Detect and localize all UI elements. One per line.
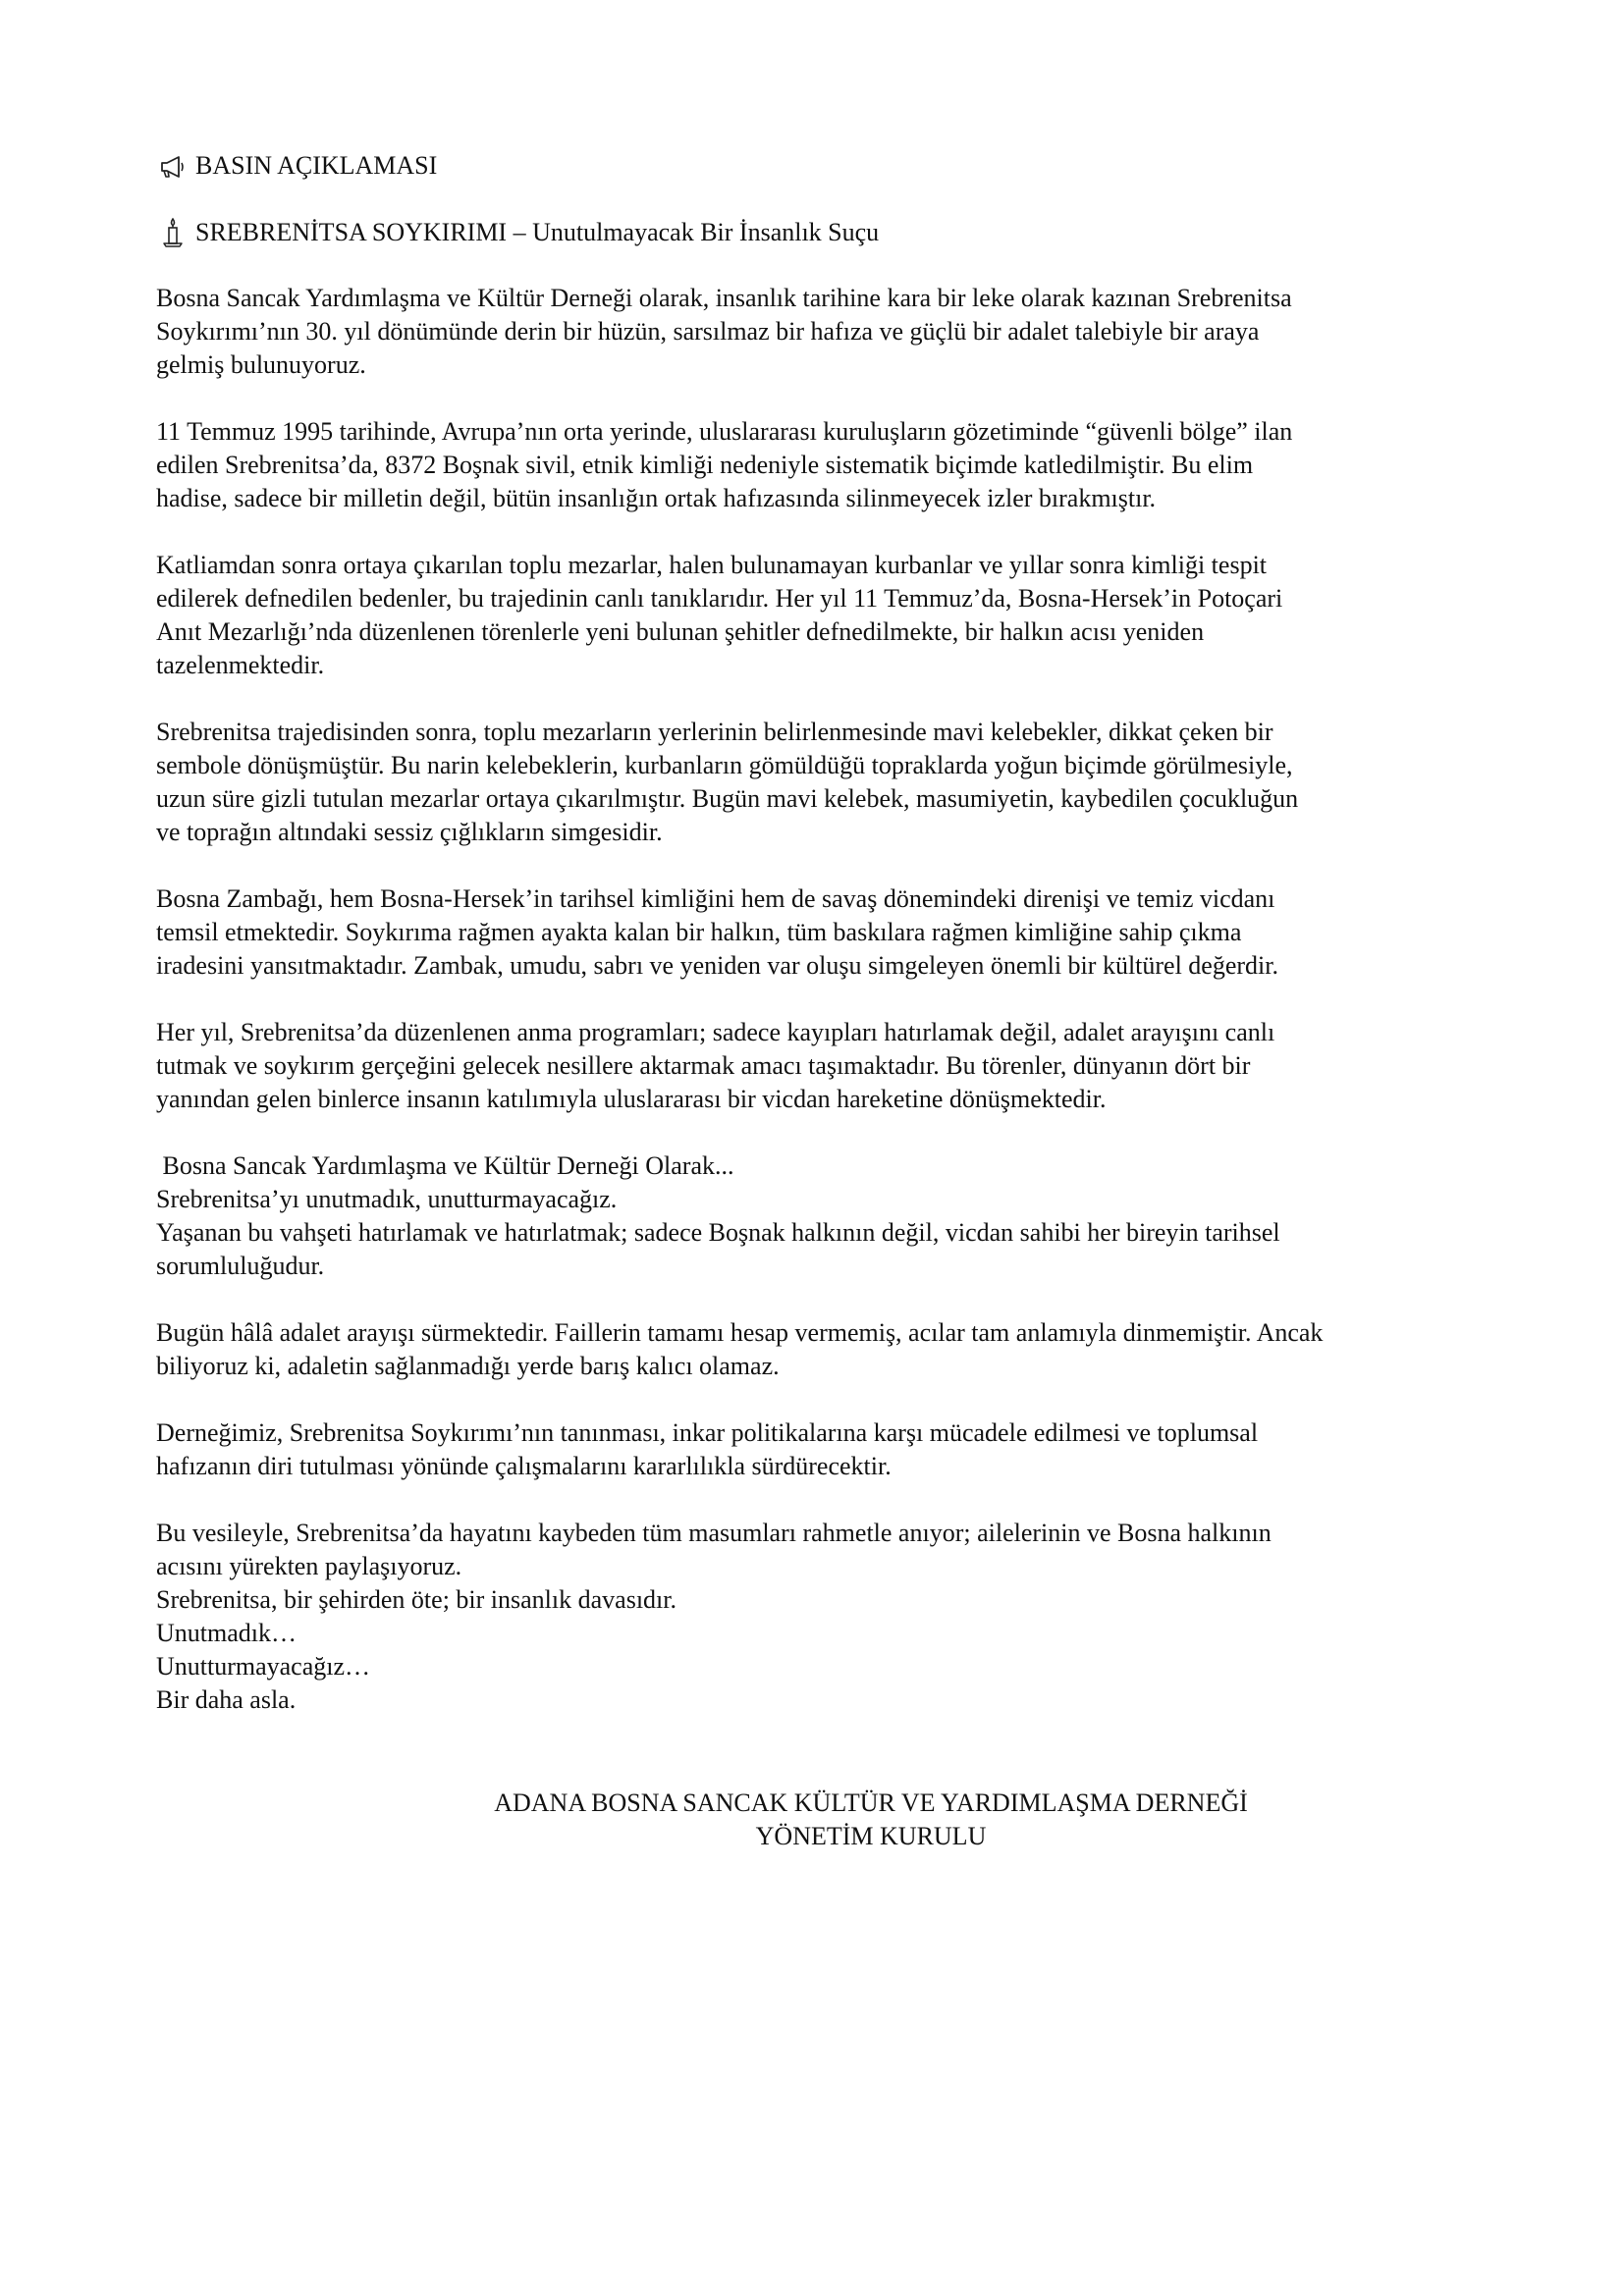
paragraph-line: 11 Temmuz 1995 tarihinde, Avrupa’nın orta yerinde, uluslararası kuruluşların gözetiminde “güvenli bölge” ilan: [156, 417, 1293, 446]
paragraph-line: hafızanın diri tutulması yönünde çalışmalarını kararlılıkla sürdürecektir.: [156, 1452, 892, 1480]
paragraph-line: Her yıl, Srebrenitsa’da düzenlenen anma programları; sadece kayıpları hatırlamak değil, adalet arayışını canlı: [156, 1018, 1275, 1046]
paragraph-line: Derneğimiz, Srebrenitsa Soykırımı’nın tanınması, inkar politikalarına karşı mücadele edilmesi ve toplumsal: [156, 1418, 1259, 1447]
paragraph-massacre: [156, 415, 1482, 515]
paragraph-line: Bosna Sancak Yardımlaşma ve Kültür Derneği olarak, insanlık tarihine kara bir leke olarak kazınan Srebrenitsa: [156, 284, 1292, 312]
paragraph-justice: [156, 1316, 1482, 1383]
paragraph-line: Unutmadık…: [156, 1619, 297, 1647]
paragraph-line: Bosna Zambağı, hem Bosna-Hersek’in tarihsel kimliğini hem de savaş dönemindeki direnişi ve temiz vicdanı: [156, 884, 1275, 913]
paragraph-line: Srebrenitsa, bir şehirden öte; bir insanlık davasıdır.: [156, 1585, 677, 1614]
megaphone-icon: [156, 149, 189, 183]
paragraph-line: edilen Srebrenitsa’da, 8372 Boşnak sivil, etnik kimliği nedeniyle sistematik biçimde katledilmiştir. Bu elim: [156, 451, 1254, 479]
press-release-heading: [156, 149, 1482, 183]
paragraph-intro: [156, 282, 1482, 382]
paragraph-bosnian-lily: [156, 882, 1482, 983]
paragraph-line: sorumluluğudur.: [156, 1252, 325, 1280]
paragraph-line: biliyoruz ki, adaletin sağlanmadığı yerde barış kalıcı olamaz.: [156, 1352, 780, 1380]
title-text: SREBRENİTSA SOYKIRIMI – Unutulmayacak Bir İnsanlık Suçu: [195, 218, 880, 246]
paragraph-line: Bu vesileyle, Srebrenitsa’da hayatını kaybeden tüm masumları rahmetle anıyor; ailelerinin ve Bosna halkının: [156, 1519, 1272, 1547]
candle-icon: [156, 216, 189, 249]
signature-board: YÖNETİM KURULU: [755, 1822, 987, 1850]
paragraph-line: Bosna Sancak Yardımlaşma ve Kültür Derneği Olarak...: [156, 1151, 734, 1180]
paragraph-commitment: [156, 1416, 1482, 1483]
paragraph-line: tutmak ve soykırım gerçeğini gelecek nesillere aktarmak amacı taşımaktadır. Bu törenler, dünyanın dört bir: [156, 1051, 1251, 1080]
signature-block: [156, 1787, 1586, 1853]
paragraph-mass-graves: [156, 549, 1482, 682]
press-release-body: [156, 149, 1482, 1750]
document-title: [156, 216, 1482, 249]
paragraph-line: temsil etmektedir. Soykırıma rağmen ayakta kalan bir halkın, tüm baskılara rağmen kimliğine sahip çıkma: [156, 918, 1242, 946]
paragraph-line: hadise, sadece bir milletin değil, bütün insanlığın ortak hafızasında silinmeyecek izler bırakmıştır.: [156, 484, 1157, 512]
press-release-label: BASIN AÇIKLAMASI: [195, 151, 438, 180]
paragraph-line: Anıt Mezarlığı’nda düzenlenen törenlerle yeni bulunan şehitler defnedilmekte, bir halkın acısı yeniden: [156, 617, 1205, 646]
paragraph-line: edilerek defnedilen bedenler, bu trajedinin canlı tanıklarıdır. Her yıl 11 Temmuz’da, Bosna-Hersek’in Potoçari: [156, 584, 1283, 613]
paragraph-line: Soykırımı’nın 30. yıl dönümünde derin bir hüzün, sarsılmaz bir hafıza ve güçlü bir adalet talebiyle bir araya: [156, 317, 1260, 346]
paragraph-blue-butterflies: [156, 716, 1482, 849]
paragraph-line: sembole dönüşmüştür. Bu narin kelebeklerin, kurbanların gömüldüğü topraklarda yoğun biçimde görülmesiyle,: [156, 751, 1293, 779]
paragraph-line: iradesini yansıtmaktadır. Zambak, umudu, sabrı ve yeniden var oluşu simgeleyen önemli bir kültürel değerdir.: [156, 951, 1278, 980]
paragraph-line: tazelenmektedir.: [156, 651, 325, 679]
paragraph-line: uzun süre gizli tutulan mezarlar ortaya çıkarılmıştır. Bugün mavi kelebek, masumiyetin, kaybedilen çocukluğun: [156, 784, 1299, 813]
paragraph-line: Srebrenitsa’yı unutmadık, unutturmayacağız.: [156, 1185, 618, 1213]
paragraph-line: acısını yürekten paylaşıyoruz.: [156, 1552, 462, 1580]
paragraph-line: Bugün hâlâ adalet arayışı sürmektedir. Faillerin tamamı hesap vermemiş, acılar tam anlamıyla dinmemiştir. Ancak: [156, 1318, 1324, 1347]
paragraph-association-statement: [156, 1149, 1482, 1283]
signature-organization: ADANA BOSNA SANCAK KÜLTÜR VE YARDIMLAŞMA DERNEĞİ: [494, 1789, 1248, 1817]
paragraph-line: Bir daha asla.: [156, 1685, 297, 1714]
paragraph-line: Srebrenitsa trajedisinden sonra, toplu mezarların yerlerinin belirlenmesinde mavi kelebekler, dikkat çeken bir: [156, 718, 1273, 746]
paragraph-line: Katliamdan sonra ortaya çıkarılan toplu mezarlar, halen bulunamayan kurbanlar ve yıllar sonra kimliği tespit: [156, 551, 1268, 579]
paragraph-closing: [156, 1517, 1482, 1717]
paragraph-commemoration: [156, 1016, 1482, 1116]
paragraph-line: gelmiş bulunuyoruz.: [156, 350, 366, 379]
paragraph-line: Yaşanan bu vahşeti hatırlamak ve hatırlatmak; sadece Boşnak halkının değil, vicdan sahibi her bireyin tarihsel: [156, 1218, 1280, 1247]
paragraph-line: Unutturmayacağız…: [156, 1652, 371, 1681]
paragraph-line: yanından gelen binlerce insanın katılımıyla uluslararası bir vicdan hareketine dönüşmektedir.: [156, 1085, 1107, 1113]
paragraph-line: ve toprağın altındaki sessiz çığlıkların simgesidir.: [156, 818, 663, 846]
